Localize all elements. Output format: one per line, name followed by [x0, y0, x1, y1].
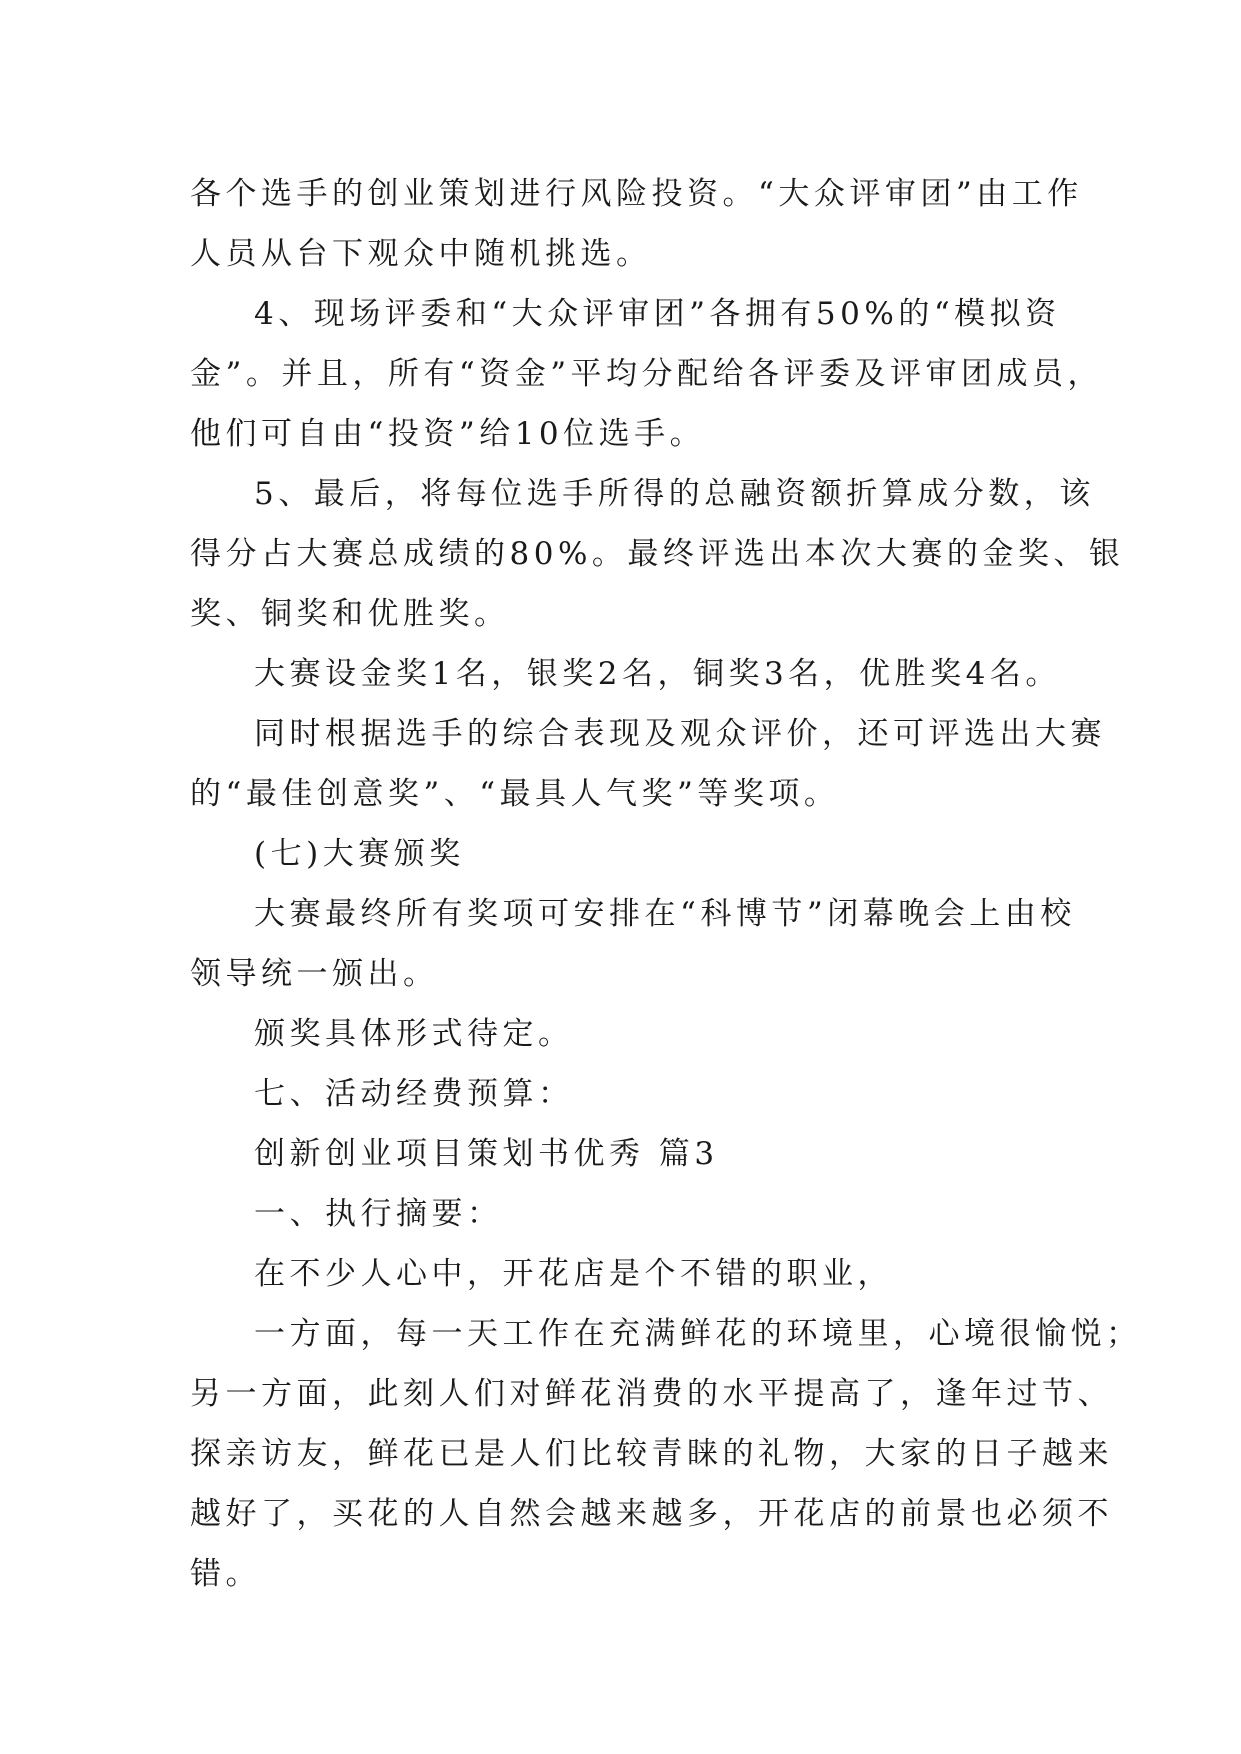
text-line: 领导统一颁出。 — [190, 956, 439, 992]
text-line: 越好了，买花的人自然会越来越多，开花店的前景也必须不 — [190, 1496, 1113, 1532]
document-body — [190, 164, 1142, 1604]
text-line: 的“最佳创意奖”、“最具人气奖”等奖项。 — [190, 776, 840, 812]
text-line: 4、现场评委和“大众评审团”各拥有50%的“模拟资 — [254, 296, 1061, 332]
text-line: 奖、铜奖和优胜奖。 — [190, 596, 510, 632]
text-line: 在不少人心中，开花店是个不错的职业， — [254, 1256, 893, 1292]
text-line: 得分占大赛总成绩的80%。最终评选出本次大赛的金奖、银 — [190, 536, 1125, 572]
text-line: 同时根据选手的综合表现及观众评价，还可评选出大赛 — [254, 716, 1106, 752]
article-title: 创新创业项目策划书优秀 篇3 — [254, 1136, 719, 1172]
text-line: 他们可自由“投资”给10位选手。 — [190, 416, 706, 452]
text-line: 颁奖具体形式待定。 — [254, 1016, 574, 1052]
section-heading: 一、执行摘要： — [254, 1196, 503, 1232]
section-heading: 七、活动经费预算： — [254, 1076, 574, 1112]
text-line: 另一方面，此刻人们对鲜花消费的水平提高了，逢年过节、 — [190, 1376, 1113, 1412]
section-heading: (七)大赛颁奖 — [254, 836, 465, 872]
text-line: 错。 — [190, 1556, 261, 1592]
text-line: 大赛最终所有奖项可安排在“科博节”闭幕晚会上由校 — [254, 896, 1076, 932]
text-line: 探亲访友，鲜花已是人们比较青睐的礼物，大家的日子越来 — [190, 1436, 1113, 1472]
text-line: 一方面，每一天工作在充满鲜花的环境里，心境很愉悦； — [254, 1316, 1142, 1352]
text-line: 5、最后，将每位选手所得的总融资额折算成分数，该 — [254, 476, 1095, 512]
text-line: 大赛设金奖1名，银奖2名，铜奖3名，优胜奖4名。 — [254, 656, 1061, 692]
text-line: 人员从台下观众中随机挑选。 — [190, 236, 652, 272]
text-line: 金”。并且，所有“资金”平均分配给各评委及评审团成员， — [190, 356, 1104, 392]
text-line: 各个选手的创业策划进行风险投资。“大众评审团”由工作 — [190, 176, 1083, 212]
